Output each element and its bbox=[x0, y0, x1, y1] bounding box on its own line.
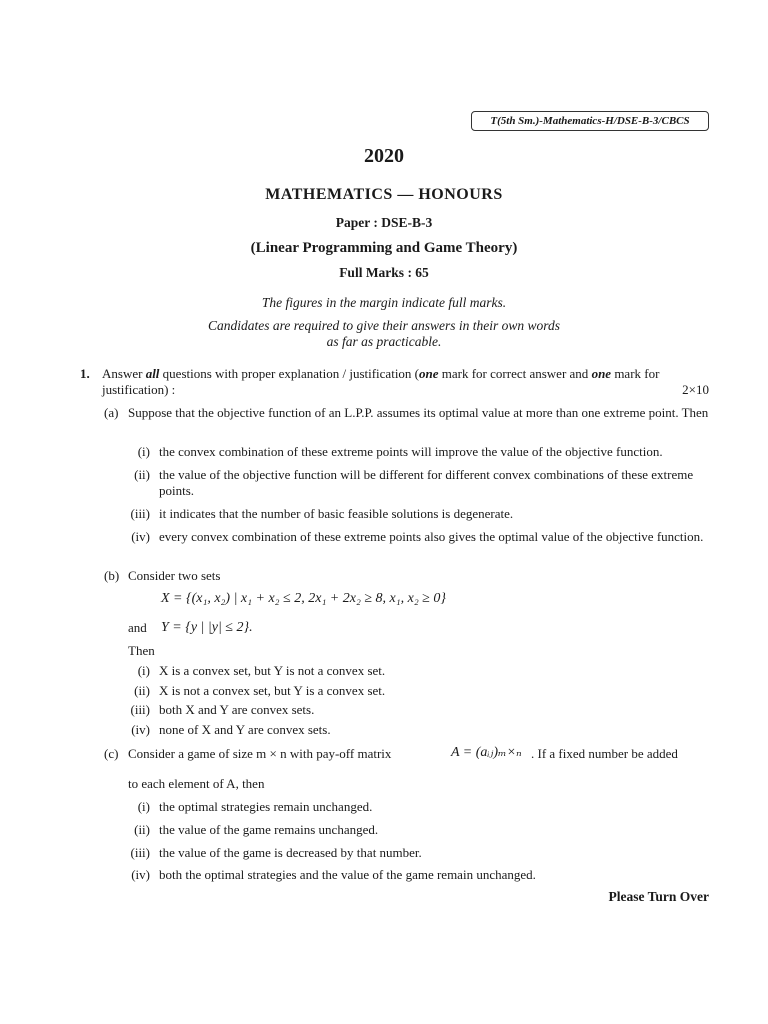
option-label: (i) bbox=[137, 444, 150, 459]
paper-topic: (Linear Programming and Game Theory) bbox=[250, 240, 518, 256]
option-text: both the optimal strategies and the value of the game remain unchanged. bbox=[159, 867, 536, 882]
question-number: 1. bbox=[80, 366, 90, 381]
part-b-text: Consider two sets bbox=[128, 568, 221, 583]
full-marks: Full Marks : 65 bbox=[339, 265, 429, 280]
option-text: the value of the game is decreased by that number. bbox=[159, 845, 422, 860]
option-label: (iv) bbox=[131, 529, 150, 544]
part-a-text: Suppose that the objective function of an L.P.P. assumes its optimal value at more than one extreme point. Then bbox=[128, 405, 709, 420]
option-text: the convex combination of these extreme points will improve the value of the objective function. bbox=[159, 444, 663, 459]
please-turn-over: Please Turn Over bbox=[608, 889, 709, 904]
exam-subject: MATHEMATICS — HONOURS bbox=[265, 186, 503, 203]
instruction-line-1: The figures in the margin indicate full marks. bbox=[261, 295, 507, 310]
option-text: the value of the objective function will be different for different convex combinations of these extreme points. bbox=[159, 467, 694, 498]
part-c-text-2: . If a fixed number be added bbox=[531, 746, 678, 761]
set-y-formula: Y = {y | |y| ≤ 2}. bbox=[161, 620, 253, 635]
q-text-part: Answer bbox=[102, 366, 146, 381]
option-text: the optimal strategies remain unchanged. bbox=[159, 799, 373, 814]
q-text-part: mark for correct answer and bbox=[438, 366, 592, 381]
and-text: and bbox=[128, 620, 147, 635]
q-text-emph-all: all bbox=[145, 366, 160, 381]
instruction-line-3: as far as practicable. bbox=[326, 334, 442, 349]
q-text-part: questions with proper explanation / justification ( bbox=[159, 366, 420, 381]
then-text: Then bbox=[128, 643, 155, 658]
option-label: (ii) bbox=[134, 822, 150, 837]
exam-year: 2020 bbox=[364, 145, 404, 167]
question-instruction bbox=[102, 366, 709, 398]
part-b-label: (b) bbox=[104, 568, 120, 583]
option-text: it indicates that the number of basic feasible solutions is degenerate. bbox=[159, 506, 514, 521]
option-label: (ii) bbox=[134, 683, 150, 698]
option-label: (ii) bbox=[134, 467, 150, 482]
paper-code-box bbox=[471, 111, 709, 131]
option-label: (iii) bbox=[130, 506, 150, 521]
payoff-matrix-formula: A = (aᵢⱼ)ₘ×ₙ bbox=[451, 745, 522, 760]
set-x-formula: X = {(x₁, x₂) | x₁ + x₂ ≤ 2, 2x₁ + 2x₂ ≥ 8, x₁, x₂ ≥ 0} bbox=[161, 591, 446, 606]
option-text: X is a convex set, but Y is not a convex set. bbox=[159, 663, 386, 678]
q-text-emph-one: one bbox=[419, 366, 439, 381]
question-marks: 2×10 bbox=[682, 382, 709, 397]
q-text-part: mark for justification) : bbox=[102, 366, 660, 397]
part-c-text-1: Consider a game of size m × n with pay-off matrix bbox=[128, 746, 392, 761]
part-a-label: (a) bbox=[104, 405, 119, 420]
option-text: the value of the game remains unchanged. bbox=[159, 822, 379, 837]
q-text-emph-one: one bbox=[591, 366, 612, 381]
instruction-line-2: Candidates are required to give their answers in their own words bbox=[208, 318, 560, 333]
paper-code: T(5th Sm.)-Mathematics-H/DSE-B-3/CBCS bbox=[490, 115, 690, 127]
option-label: (iii) bbox=[130, 845, 150, 860]
part-c-text-3: to each element of A, then bbox=[128, 776, 265, 791]
part-c-label: (c) bbox=[104, 746, 119, 761]
option-label: (iii) bbox=[130, 702, 150, 717]
option-label: (iv) bbox=[131, 722, 150, 737]
option-text: every convex combination of these extreme points also gives the optimal value of the objective function. bbox=[159, 529, 704, 544]
option-text: none of X and Y are convex sets. bbox=[159, 722, 331, 737]
option-text: both X and Y are convex sets. bbox=[159, 702, 315, 717]
option-label: (i) bbox=[137, 663, 150, 678]
option-label: (iv) bbox=[131, 867, 150, 882]
option-label: (i) bbox=[137, 799, 150, 814]
paper-name: Paper : DSE-B-3 bbox=[335, 215, 433, 230]
option-text: X is not a convex set, but Y is a convex set. bbox=[159, 683, 386, 698]
